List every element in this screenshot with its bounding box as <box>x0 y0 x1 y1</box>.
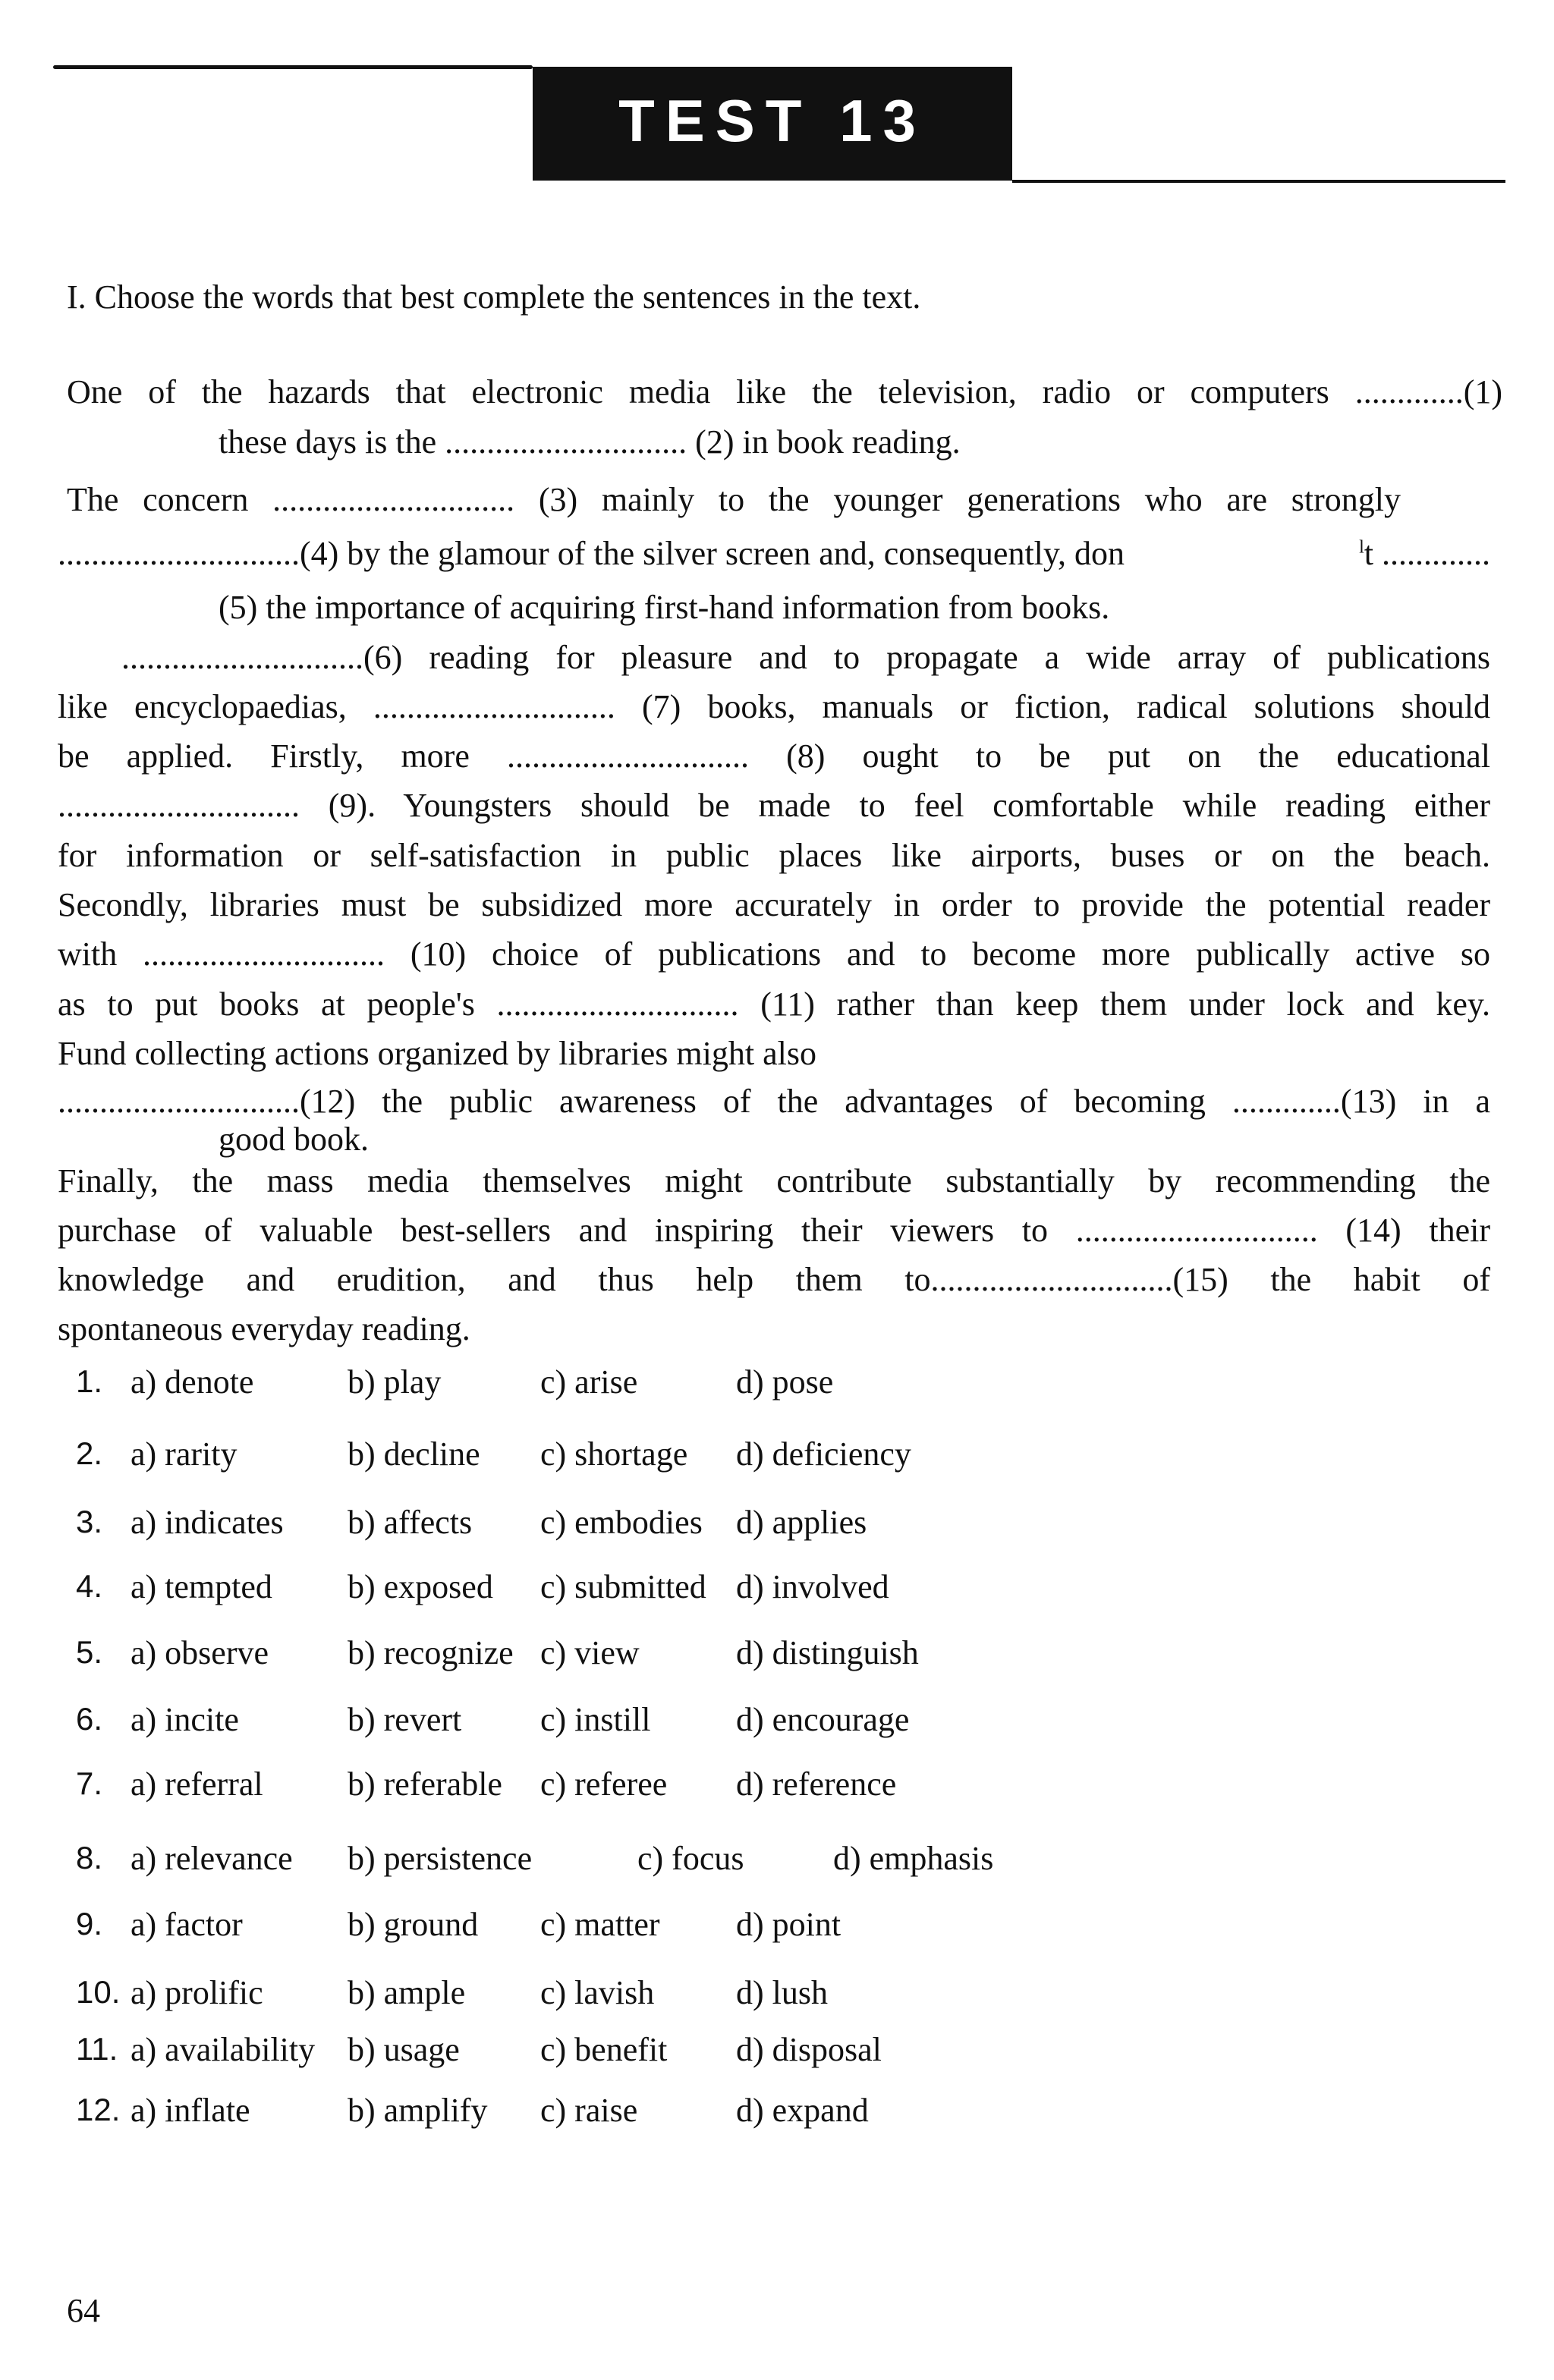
option-7-d: d) reference <box>736 1765 897 1803</box>
option-11-c: c) benefit <box>540 2031 668 2068</box>
option-number-4: 4. <box>76 1568 103 1604</box>
option-number-7: 7. <box>76 1765 103 1801</box>
option-5-d: d) distinguish <box>736 1634 919 1671</box>
page-number: 64 <box>67 2292 100 2329</box>
option-7-a: a) referral <box>131 1765 263 1803</box>
passage-line-4-sup: l <box>1359 537 1364 558</box>
passage-line-10: for information or self-satisfaction in public places like airports, buses or on the beach. <box>58 837 1490 874</box>
option-9-b: b) ground <box>348 1906 479 1943</box>
option-2-d: d) deficiency <box>736 1435 911 1473</box>
option-8-c: c) focus <box>637 1840 744 1877</box>
passage-line-4-text: .............................(4) by the glamour of the silver screen and, consequently, don <box>58 535 1125 572</box>
passage-line-7: like encyclopaedias, ............................. (7) books, manuals or fiction, radical solutions should <box>58 688 1490 725</box>
passage-line-14: Fund collecting actions organized by libraries might also <box>58 1035 816 1072</box>
option-4-b: b) exposed <box>348 1568 493 1605</box>
option-3-b: b) affects <box>348 1504 473 1541</box>
header-rule-right <box>1012 180 1505 183</box>
option-2-c: c) shortage <box>540 1435 688 1473</box>
passage-line-18: purchase of valuable best-sellers and inspiring their viewers to ............................. (14) their <box>58 1212 1490 1249</box>
option-number-5: 5. <box>76 1634 103 1670</box>
option-11-d: d) disposal <box>736 2031 882 2068</box>
option-3-c: c) embodies <box>540 1504 703 1541</box>
passage-line-1: One of the hazards that electronic media like the television, radio or computers .............(1) <box>67 373 1502 410</box>
option-4-c: c) submitted <box>540 1568 706 1605</box>
option-4-a: a) tempted <box>131 1568 272 1605</box>
option-6-d: d) encourage <box>736 1701 910 1738</box>
option-number-12: 12. <box>76 2092 121 2127</box>
option-number-2: 2. <box>76 1435 103 1471</box>
option-number-6: 6. <box>76 1701 103 1737</box>
test-title: TEST 13 <box>618 87 926 154</box>
passage-line-16: good book. <box>219 1121 369 1158</box>
option-10-a: a) prolific <box>131 1974 263 2011</box>
passage-line-11: Secondly, libraries must be subsidized more accurately in order to provide the potential reader <box>58 886 1490 923</box>
option-5-a: a) observe <box>131 1634 269 1671</box>
passage-line-4-tail: t ............. <box>1364 535 1490 572</box>
option-12-d: d) expand <box>736 2092 869 2129</box>
option-11-b: b) usage <box>348 2031 460 2068</box>
option-10-b: b) ample <box>348 1974 466 2011</box>
option-number-9: 9. <box>76 1906 103 1941</box>
passage-line-9: ............................. (9). Youngsters should be made to feel comfortable while reading either <box>58 787 1490 824</box>
option-number-10: 10. <box>76 1974 121 2010</box>
option-1-a: a) denote <box>131 1363 254 1401</box>
passage-line-4 <box>58 537 1490 571</box>
option-9-a: a) factor <box>131 1906 243 1943</box>
option-4-d: d) involved <box>736 1568 889 1605</box>
passage-line-20: spontaneous everyday reading. <box>58 1310 470 1347</box>
option-1-c: c) arise <box>540 1363 638 1401</box>
option-12-b: b) amplify <box>348 2092 488 2129</box>
option-7-c: c) referee <box>540 1765 668 1803</box>
passage-line-13: as to put books at people's ............................. (11) rather than keep them under lock and key. <box>58 986 1490 1023</box>
passage-line-5: (5) the importance of acquiring first-hand information from books. <box>219 589 1110 626</box>
option-12-a: a) inflate <box>131 2092 250 2129</box>
option-3-a: a) indicates <box>131 1504 284 1541</box>
option-2-a: a) rarity <box>131 1435 238 1473</box>
passage-line-19: knowledge and erudition, and thus help them to.............................(15) the habit of <box>58 1261 1490 1298</box>
option-6-b: b) revert <box>348 1701 462 1738</box>
option-10-c: c) lavish <box>540 1974 655 2011</box>
passage-line-4-end <box>1359 537 1490 571</box>
option-1-d: d) pose <box>736 1363 834 1401</box>
passage-line-2: these days is the ............................. (2) in book reading. <box>219 423 961 461</box>
option-number-11: 11. <box>76 2031 118 2067</box>
option-number-8: 8. <box>76 1840 103 1875</box>
option-8-a: a) relevance <box>131 1840 293 1877</box>
passage-line-17: Finally, the mass media themselves might contribute substantially by recommending the <box>58 1162 1490 1199</box>
header-rule-left <box>53 65 533 69</box>
option-2-b: b) decline <box>348 1435 480 1473</box>
option-5-c: c) view <box>540 1634 640 1671</box>
option-6-a: a) incite <box>131 1701 239 1738</box>
option-9-d: d) point <box>736 1906 841 1943</box>
passage-line-15: .............................(12) the public awareness of the advantages of becoming .............(13) in a <box>58 1083 1490 1120</box>
passage-line-8: be applied. Firstly, more ............................. (8) ought to be put on the educational <box>58 737 1490 775</box>
option-8-b: b) persistence <box>348 1840 533 1877</box>
passage-line-12: with ............................. (10) choice of publications and to become more publically active so <box>58 935 1490 973</box>
option-11-a: a) availability <box>131 2031 316 2068</box>
option-5-b: b) recognize <box>348 1634 514 1671</box>
option-7-b: b) referable <box>348 1765 502 1803</box>
option-number-1: 1. <box>76 1363 103 1399</box>
option-number-3: 3. <box>76 1504 103 1539</box>
option-9-c: c) matter <box>540 1906 660 1943</box>
passage-line-6: .............................(6) reading for pleasure and to propagate a wide array of publications <box>121 639 1490 676</box>
option-6-c: c) instill <box>540 1701 651 1738</box>
passage-line-3: The concern ............................. (3) mainly to the younger generations who are strongly <box>67 481 1401 518</box>
instruction: I. Choose the words that best complete the sentences in the text. <box>67 278 921 316</box>
option-1-b: b) play <box>348 1363 442 1401</box>
option-8-d: d) emphasis <box>833 1840 994 1877</box>
option-12-c: c) raise <box>540 2092 638 2129</box>
option-10-d: d) lush <box>736 1974 828 2011</box>
option-3-d: d) applies <box>736 1504 867 1541</box>
